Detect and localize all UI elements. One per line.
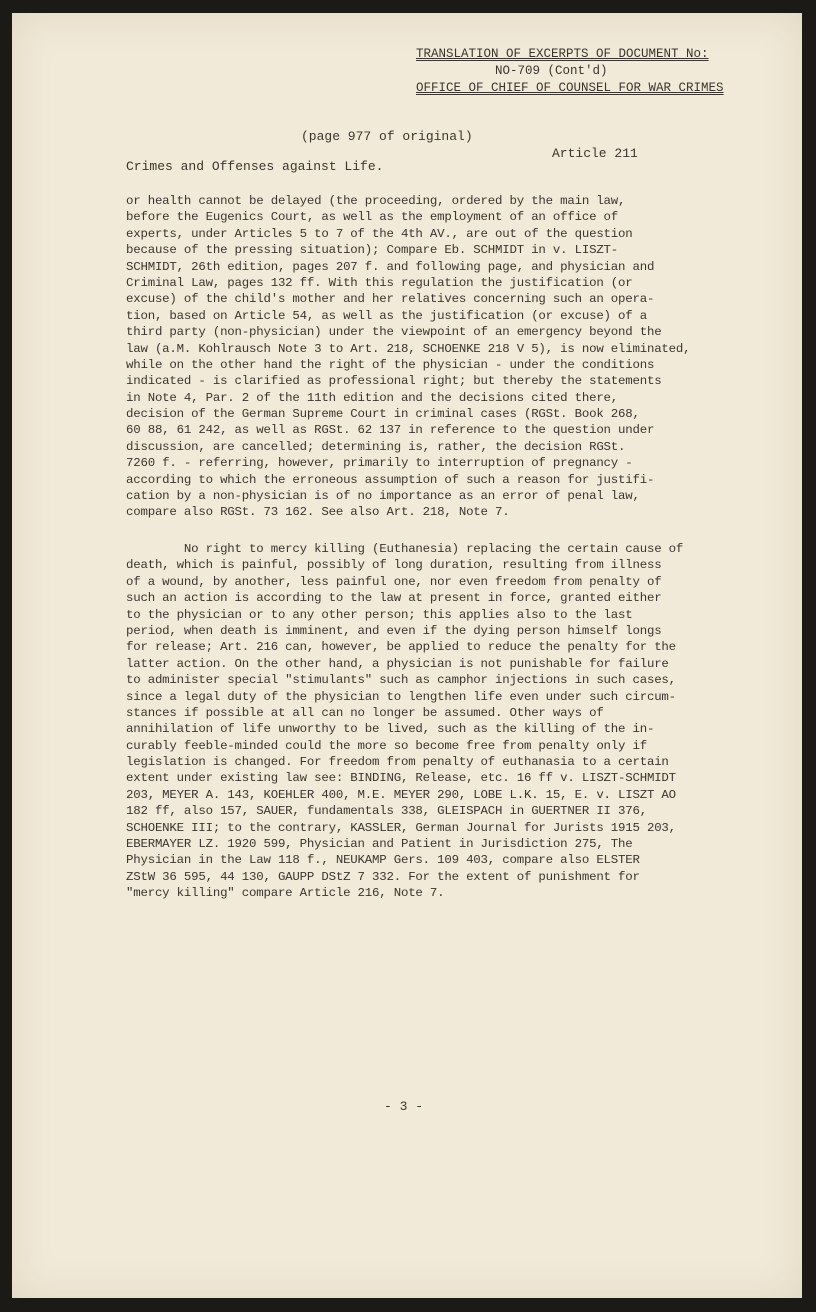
text-line: to administer special "stimulants" such as camphor injections in such cases,	[126, 673, 676, 688]
text-line: tion, based on Article 54, as well as the justification (or excuse) of a	[126, 308, 647, 323]
text-line: EBERMAYER LZ. 1920 599, Physician and Patient in Jurisdiction 275, The	[126, 837, 633, 852]
article-number: Article 211	[552, 146, 638, 161]
text-line: No right to mercy killing (Euthanesia) replacing the certain cause of	[126, 542, 684, 556]
document-number: NO-709 (Cont'd)	[495, 64, 608, 78]
text-line: third party (non-physician) under the viewpoint of an emergency beyond the	[126, 325, 662, 340]
header-title: TRANSLATION OF EXCERPTS OF DOCUMENT No:	[416, 47, 709, 61]
text-line: according to which the erroneous assumption of such a reason for justifi-	[126, 472, 655, 487]
text-line: since a legal duty of the physician to lengthen life even under such circum-	[126, 689, 676, 704]
text-line: in Note 4, Par. 2 of the 11th edition and the decisions cited there,	[126, 390, 619, 405]
text-line: law (a.M. Kohlrausch Note 3 to Art. 218, SCHOENKE 218 V 5), is now eliminated,	[126, 341, 691, 356]
text-line: 7260 f. - referring, however, primarily to interruption of pregnancy -	[126, 456, 633, 471]
text-line: death, which is painful, possibly of long duration, resulting from illness	[126, 558, 662, 573]
text-line: 182 ff, also 157, SAUER, fundamentals 338, GLEISPACH in GUERTNER II 376,	[126, 804, 647, 819]
paragraph-2	[126, 541, 683, 902]
text-line: ZStW 36 595, 44 130, GAUPP DStZ 7 332. For the extent of punishment for	[126, 869, 640, 884]
text-line: SCHMIDT, 26th edition, pages 207 f. and following page, and physician and	[126, 259, 655, 274]
text-line: latter action. On the other hand, a physician is not punishable for failure	[126, 656, 669, 671]
paragraph-1	[126, 193, 690, 521]
text-line: "mercy killing" compare Article 216, Note 7.	[126, 886, 445, 901]
text-line: experts, under Articles 5 to 7 of the 4th AV., are out of the question	[126, 226, 633, 241]
text-line: while on the other hand the right of the physician - under the conditions	[126, 357, 655, 372]
text-line: decision of the German Supreme Court in criminal cases (RGSt. Book 268,	[126, 407, 640, 422]
text-line: excuse) of the child's mother and her relatives concerning such an opera-	[126, 292, 655, 307]
text-line: of a wound, by another, less painful one, nor even freedom from penalty of	[126, 574, 662, 589]
text-line: curably feeble-minded could the more so become free from penalty only if	[126, 738, 647, 753]
text-line: SCHOENKE III; to the contrary, KASSLER, German Journal for Jurists 1915 203,	[126, 820, 676, 835]
document-page	[12, 13, 802, 1298]
section-title: Crimes and Offenses against Life.	[126, 159, 384, 174]
text-line: such an action is according to the law at present in force, granted either	[126, 591, 662, 606]
text-line: indicated - is clarified as professional right; but thereby the statements	[126, 374, 662, 389]
text-line: Physician in the Law 118 f., NEUKAMP Gers. 109 403, compare also ELSTER	[126, 853, 640, 868]
text-line: 203, MEYER A. 143, KOEHLER 400, M.E. MEYER 290, LOBE L.K. 15, E. v. LISZT AO	[126, 787, 676, 802]
text-line: compare also RGSt. 73 162. See also Art. 218, Note 7.	[126, 505, 510, 520]
text-line: 60 88, 61 242, as well as RGSt. 62 137 in reference to the question under	[126, 423, 655, 438]
text-line: because of the pressing situation); Compare Eb. SCHMIDT in v. LISZT-	[126, 243, 619, 258]
text-line: annihilation of life unworthy to be lived, such as the killing of the in-	[126, 722, 655, 737]
text-line: stances if possible at all can no longer be assumed. Other ways of	[126, 705, 604, 720]
text-line: cation by a non-physician is of no importance as an error of penal law,	[126, 489, 640, 504]
text-line: extent under existing law see: BINDING, Release, etc. 16 ff v. LISZT-SCHMIDT	[126, 771, 676, 786]
text-line: or health cannot be delayed (the proceeding, ordered by the main law,	[126, 194, 626, 208]
text-line: Criminal Law, pages 132 ff. With this regulation the justification (or	[126, 275, 633, 290]
text-line: for release; Art. 216 can, however, be applied to reduce the penalty for the	[126, 640, 676, 655]
text-line: before the Eugenics Court, as well as the employment of an office of	[126, 210, 619, 225]
text-line: legislation is changed. For freedom from penalty of euthanasia to a certain	[126, 755, 669, 770]
page-number: - 3 -	[384, 1099, 424, 1114]
text-line: discussion, are cancelled; determining is, rather, the decision RGSt.	[126, 439, 626, 454]
document-header	[416, 46, 756, 97]
text-line: to the physician or to any other person; this applies also to the last	[126, 607, 633, 622]
page-reference: (page 977 of original)	[301, 129, 473, 144]
office-name: OFFICE OF CHIEF OF COUNSEL FOR WAR CRIMES	[416, 81, 724, 95]
text-line: period, when death is imminent, and even if the dying person himself longs	[126, 623, 662, 638]
